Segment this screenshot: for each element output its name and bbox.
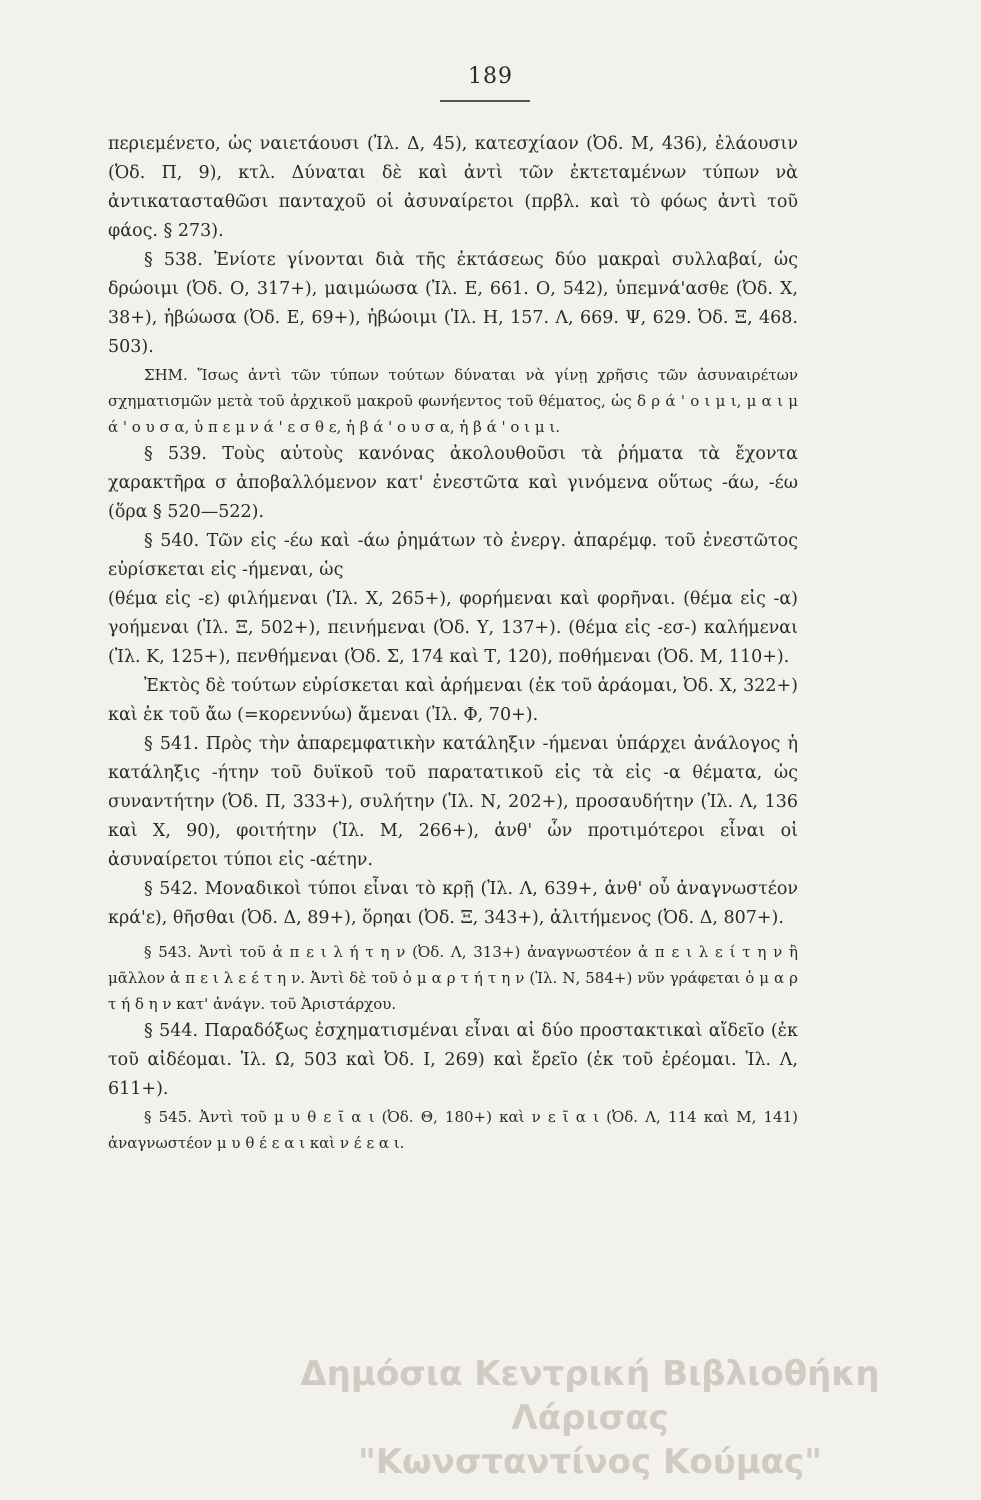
paragraph-540: § 540. Τῶν εἰς -έω καὶ -άω ῥημάτων τὸ ἐνεργ. ἀπαρέμφ. τοῦ ἐνεστῶτος εὑρίσκεται εἰς -ήμεναι, ὡς	[108, 531, 798, 580]
watermark-line-1: Δημόσια Κεντρική Βιβλιοθήκη Λάρισας	[300, 1354, 880, 1438]
page-body	[108, 130, 798, 1156]
paragraph-544: § 544. Παραδόξως ἐσχηματισμέναι εἶναι αἱ δύο προστακτικαὶ αἴδεῖο (ἐκ τοῦ αἰδέομαι. Ἰλ. Ω, 503 καὶ Ὀδ. Ι, 269) καὶ ἔρεῖο (ἐκ τοῦ ἐρέομαι. Ἰλ. Λ, 611+).	[108, 1021, 798, 1099]
paragraph-continuation: περιεμένετο, ὡς ναιετάουσι (Ἰλ. Δ, 45), κατεσχίαον (Ὀδ. Μ, 436), ἐλάουσιν (Ὀδ. Π, 9), κτλ. Δύναται δὲ καὶ ἀντὶ τῶν ἐκτεταμένων τύπων νὰ ἀντικατασταθῶσι πανταχοῦ οἱ ἀσυναίρετοι (πρβλ. καὶ τὸ φόως ἀντὶ τοῦ φάος. § 273).	[108, 134, 798, 241]
paragraph-542: § 542. Μοναδικοὶ τύποι εἶναι τὸ κρῇ (Ἰλ. Λ, 639+, ἀνθ' οὗ ἀναγνωστέον κρά'ε), θῆσθαι (Ὀδ. Δ, 89+), ὅρηαι (Ὀδ. Ξ, 343+), ἀλιτήμενος (Ὀδ. Δ, 807+).	[108, 879, 798, 928]
paragraph-540-extra: Ἐκτὸς δὲ τούτων εὑρίσκεται καὶ ἀρήμεναι (ἐκ τοῦ ἀράομαι, Ὀδ. Χ, 322+) καὶ ἐκ τοῦ ἄω (=κορεννύω) ἄμεναι (Ἰλ. Φ, 70+).	[108, 676, 798, 725]
paragraph-540-examples: (θέμα εἰς -ε) φιλήμεναι (Ἰλ. Χ, 265+), φορήμεναι καὶ φορῆναι. (θέμα εἰς -α) γοήμεναι (Ἰλ. Ξ, 502+), πεινήμεναι (Ὀδ. Υ, 137+). (θέμα εἰς -εσ-) καλήμεναι (Ἰλ. Κ, 125+), πενθήμεναι (Ὀδ. Σ, 174 καὶ Τ, 120), ποθήμεναι (Ὀδ. Μ, 110+).	[108, 589, 798, 667]
page-number: 189	[468, 64, 513, 89]
header-rule	[440, 100, 530, 102]
watermark-line-2: "Κωνσταντίνος Κούμας"	[358, 1442, 822, 1482]
paragraph-543: § 543. Ἀντὶ τοῦ ἀ π ε ι λ ή τ η ν (Ὀδ. Λ, 313+) ἀναγνωστέον ἀ π ε ι λ ε ί τ η ν ἢ μᾶλλον ἀ π ε ι λ ε έ τ η ν. Ἀντὶ δὲ τοῦ ὁ μ α ρ τ ή τ η ν (Ἰλ. Ν, 584+) νῦν γράφεται ὁ μ α ρ τ ή δ η ν κατ' ἀνάγν. τοῦ Ἀριστάρχου.	[108, 943, 798, 1013]
paragraph-545: § 545. Ἀντὶ τοῦ μ υ θ ε ῖ α ι (Ὀδ. Θ, 180+) καὶ ν ε ῖ α ι (Ὀδ. Λ, 114 καὶ Μ, 141) ἀναγνωστέον μ υ θ έ ε α ι καὶ ν έ ε α ι.	[108, 1108, 798, 1152]
paragraph-538: § 538. Ἐνίοτε γίνονται διὰ τῆς ἐκτάσεως δύο μακραὶ συλλαβαί, ὡς δρώοιμι (Ὀδ. Ο, 317+), μαιμώωσα (Ἰλ. Ε, 661. Ο, 542), ὑπεμνά'ασθε (Ὀδ. Χ, 38+), ἡβώωσα (Ὀδ. Ε, 69+), ἡβώοιμι (Ἰλ. Η, 157. Λ, 669. Ψ, 629. Ὀδ. Ξ, 468. 503).	[108, 250, 798, 357]
library-watermark	[220, 1352, 960, 1484]
paragraph-539: § 539. Τοὺς αὐτοὺς κανόνας ἀκολουθοῦσι τὰ ῥήματα τὰ ἔχοντα χαρακτῆρα σ ἀποβαλλόμενον κατ' ἐνεστῶτα καὶ γινόμενα οὕτως -άω, -έω (ὅρα § 520—522).	[108, 444, 798, 522]
paragraph-541: § 541. Πρὸς τὴν ἀπαρεμφατικὴν κατάληξιν -ήμεναι ὑπάρχει ἀνάλογος ἡ κατάληξις -ήτην τοῦ δυϊκοῦ τοῦ παρατατικοῦ εἰς τὰ εἰς -α θέματα, ὡς συναντήτην (Ὀδ. Π, 333+), συλήτην (Ἰλ. Ν, 202+), προσαυδήτην (Ἰλ. Λ, 136 καὶ Χ, 90), φοιτήτην (Ἰλ. Μ, 266+), ἀνθ' ὧν προτιμότεροι εἶναι οἱ ἀσυναίρετοι τύποι εἰς -αέτην.	[108, 734, 798, 870]
note-paragraph: ΣΗΜ. Ἴσως ἀντὶ τῶν τύπων τούτων δύναται νὰ γίνῃ χρῆσις τῶν ἀσυναιρέτων σχηματισμῶν μετὰ τοῦ ἀρχικοῦ μακροῦ φωνήεντος τοῦ θέματος, ὡς δ ρ ά ' ο ι μ ι, μ α ι μ ά ' ο υ σ α, ὑ π ε μ ν ά ' ε σ θ ε, ἡ β ά ' ο υ σ α, ἡ β ά ' ο ι μ ι.	[108, 366, 798, 436]
